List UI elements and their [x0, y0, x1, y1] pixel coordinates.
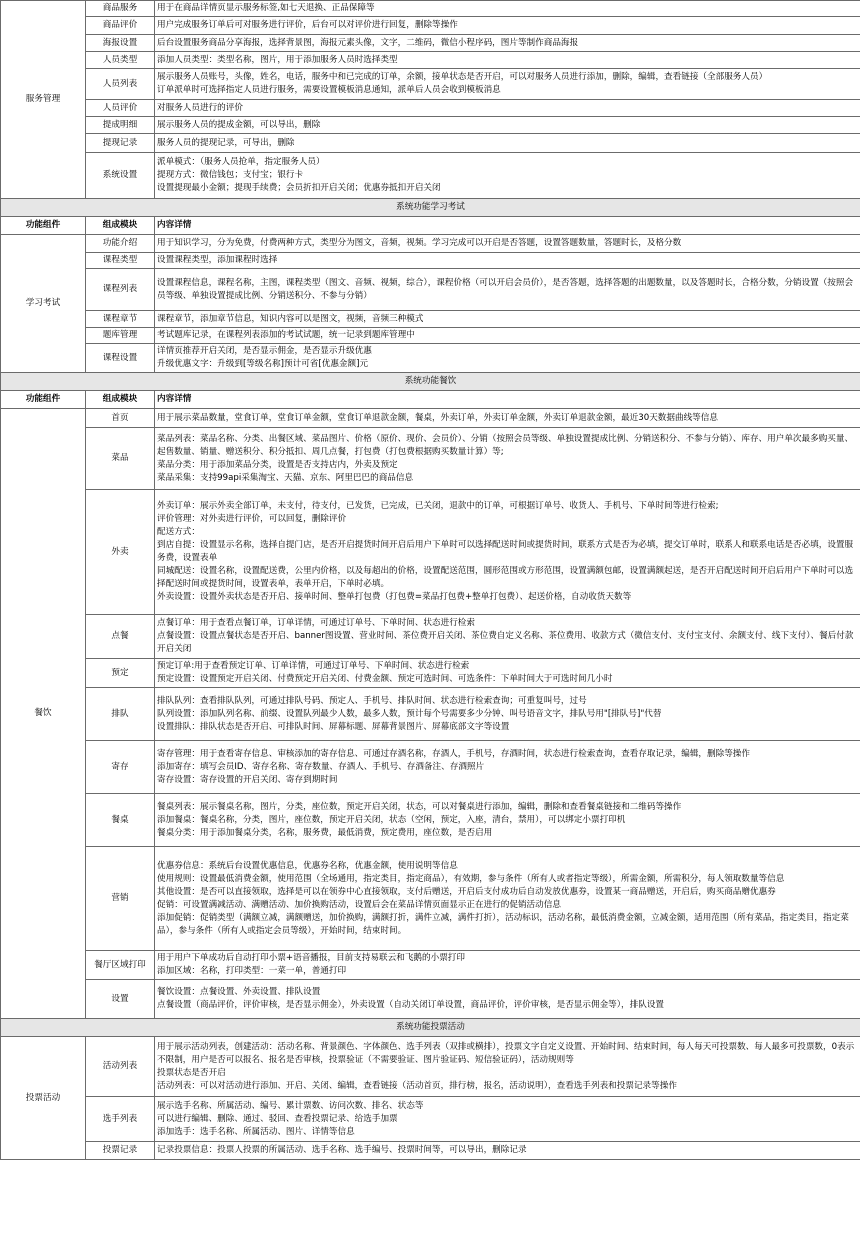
module-cell: 活动列表 [86, 1037, 155, 1097]
module-cell: 排队 [86, 688, 155, 741]
detail-line: 对服务人员进行的评价 [157, 102, 243, 113]
table-row [1, 253, 860, 269]
detail-line: 餐桌列表：展示餐桌名称，图片，分类，座位数，预定开启关闭，状态，可以对餐桌进行添加，编辑，删除和查看餐桌链接和二维码等操作 [157, 801, 682, 812]
detail-line: 投票状态是否开启 [157, 1067, 226, 1078]
column-header-category: 功能组件 [1, 391, 86, 409]
detail-cell [155, 1037, 860, 1097]
detail-line: 餐桌分类：用于添加餐桌分类，名称，服务费，最低消费，预定费用，座位数，是否启用 [157, 827, 493, 838]
detail-line: 派单模式：（服务人员抢单，指定服务人员） [157, 157, 325, 167]
detail-cell [155, 847, 860, 951]
table-row [1, 659, 860, 688]
module-cell: 商品评价 [86, 17, 155, 35]
module-cell: 课程章节 [86, 311, 155, 328]
table-row [1, 1, 860, 17]
detail-line: 评价管理：对外卖进行评价，可以回复，删除评价 [157, 514, 347, 524]
detail-line: 预定订单:用于查看预定订单、订单详情，可通过订单号、下单时间、状态进行检索 [157, 661, 470, 671]
detail-cell [155, 615, 860, 659]
detail-line: 展示选手名称、所属活动、编号、累计票数、访问次数、排名、状态等 [157, 1100, 424, 1111]
detail-line: 添加人员类型：类型名称，图片，用于添加服务人员时选择类型 [157, 54, 398, 65]
module-cell: 菜品 [86, 428, 155, 490]
detail-cell [155, 1, 860, 17]
detail-line: 餐饮设置：点餐设置、外卖设置、排队设置 [157, 987, 321, 997]
table-row [1, 134, 860, 153]
detail-line: 活动列表：可以对活动进行添加、开启、关闭、编辑，查看链接（活动首页，排行榜，报名，活动说明），查看选手列表和投票记录等操作 [157, 1080, 677, 1091]
column-header-row [1, 391, 860, 409]
module-cell: 商品服务 [86, 1, 155, 17]
detail-line: 外卖设置：设置外卖状态是否开启、接单时间、整单打包费（打包费=菜品打包费+整单打包费）、起送价格，自动收货天数等 [157, 592, 632, 602]
detail-line: 用于展示活动列表，创建活动：活动名称、背景颜色、字体颜色、选手列表（双排或横排），投票文字自定义设置、开始时间、结束时间，每人每天可投票数、每人最多可投票数，0表示不限制，用户是否可以报名、报名是否审核，投票验证（不需要验证、图片验证码、短信验证码），活动规则等 [157, 1041, 855, 1065]
detail-cell [155, 951, 860, 980]
detail-line: 添加促销：促销类型（满额立减，满额赠送，加价换购，满额打折，满件立减，满件打折），活动标识，活动名称，最低消费金额，立减金额，适用范围（所有菜品，指定类目，指定菜品），参与条件（所有人或指定会员等级），开始时间，结束时间。 [157, 912, 849, 936]
table-row [1, 17, 860, 35]
module-cell: 人员评价 [86, 100, 155, 117]
module-cell: 营销 [86, 847, 155, 951]
detail-line: 用于用户下单成功后自动打印小票+语音播报，目前支持易联云和飞鹅的小票打印 [157, 953, 465, 963]
table-row [1, 52, 860, 69]
category-cell: 学习考试 [1, 235, 86, 373]
detail-line: 寄存设置：寄存设置的开启关闭、寄存到期时间 [157, 774, 338, 785]
detail-line: 服务人员的提现记录，可导出，删除 [157, 137, 295, 148]
table-row [1, 847, 860, 951]
detail-line: 到店自提：设置显示名称，选择自提门店，是否开启提货时间开启后用户下单时可以选择配送时间或提货时间，联系方式是否为必填，提交订单时，联系人和联系电话是否必填，设置服务费，设置表单 [157, 540, 854, 563]
detail-line: 课程章节，添加章节信息，知识内容可以是图文，视频，音频三种模式 [157, 313, 424, 324]
detail-line: 订单派单时可选择指定人员进行服务，需要设置模板消息通知，派单后人员会收到模板消息 [157, 85, 501, 95]
module-cell: 提现记录 [86, 134, 155, 153]
detail-line: 设置课程类型，添加课程时选择 [157, 255, 278, 265]
detail-cell [155, 659, 860, 688]
detail-line: 使用规则：设置最低消费金额，使用范围（全场通用，指定类目，指定商品），有效期，参与条件（所有人或者指定等级），所需金额，所需积分，每人领取数量等信息 [157, 873, 785, 884]
detail-line: 提现方式：微信钱包；支付宝；银行卡 [157, 170, 304, 180]
detail-cell [155, 1097, 860, 1142]
detail-line: 菜品分类：用于添加菜品分类，设置是否支持店内，外卖及预定 [157, 459, 398, 470]
table-row [1, 951, 860, 980]
module-cell: 课程设置 [86, 344, 155, 373]
detail-line: 点餐设置：设置点餐状态是否开启、banner图设置、营业时间、茶位费开启关闭、茶位费自定义名称、茶位费用、收款方式（微信支付、支付宝支付、余额支付、线下支付）、餐后付款开启关闭 [157, 631, 854, 654]
detail-line: 展示服务人员的提成金额，可以导出，删除 [157, 119, 321, 130]
detail-line: 添加餐桌：餐桌名称，分类，图片，座位数，预定开启关闭，状态（空闲，预定，入座，清台，禁用），可以绑定小票打印机 [157, 814, 626, 825]
column-header-detail: 内容详情 [155, 391, 860, 409]
detail-line: 设置排队：排队状态是否开启、可排队时间、屏幕标题、屏幕背景图片、屏幕底部文字等设置 [157, 721, 510, 732]
table-row [1, 688, 860, 741]
detail-cell [155, 269, 860, 311]
table-row [1, 311, 860, 328]
detail-cell [155, 741, 860, 794]
detail-cell [155, 253, 860, 269]
table-row [1, 428, 860, 490]
detail-cell [155, 311, 860, 328]
detail-line: 添加寄存：填写会员ID、寄存名称、寄存数量、存酒人、手机号、存酒备注、存酒照片 [157, 761, 485, 772]
column-header-row [1, 217, 860, 235]
section-title: 系统功能投票活动 [1, 1019, 860, 1037]
section-title: 系统功能餐饮 [1, 373, 860, 391]
detail-line: 设置提现最小金额；提现手续费；会员折扣开启关闭；优惠券抵扣开启关闭 [157, 183, 441, 193]
detail-cell [155, 17, 860, 35]
module-cell: 人员类型 [86, 52, 155, 69]
section-title: 系统功能学习考试 [1, 199, 860, 217]
detail-line: 考试题库记录，在课程列表添加的考试试题，统一记录到题库管理中 [157, 330, 415, 340]
detail-line: 升级优惠文字：升级到[等级名称]预计可省[优惠金额]元 [157, 359, 369, 369]
module-cell: 设置 [86, 980, 155, 1019]
module-cell: 预定 [86, 659, 155, 688]
detail-cell [155, 1142, 860, 1160]
detail-cell [155, 100, 860, 117]
module-cell: 寄存 [86, 741, 155, 794]
module-cell: 点餐 [86, 615, 155, 659]
table-row [1, 100, 860, 117]
detail-cell [155, 980, 860, 1019]
detail-cell [155, 235, 860, 253]
module-cell: 选手列表 [86, 1097, 155, 1142]
detail-line: 详情页推荐开启关闭，是否显示佣金，是否显示升级优惠 [157, 346, 372, 356]
category-cell: 服务管理 [1, 1, 86, 199]
table-row [1, 1097, 860, 1142]
detail-line: 记录投票信息：投票人投票的所属活动、选手名称、选手编号、投票时间等，可以导出，删除记录 [157, 1145, 527, 1155]
category-cell: 投票活动 [1, 1037, 86, 1160]
detail-cell [155, 153, 860, 199]
table-row [1, 794, 860, 847]
module-cell: 餐厅区域打印 [86, 951, 155, 980]
detail-line: 其他设置：是否可以直接领取，选择是可以在领券中心直接领取，支付后赠送，开启后支付成功后自动发放优惠券，设置某一商品赠送，开启后，购买商品赠优惠券 [157, 886, 776, 897]
module-cell: 首页 [86, 409, 155, 428]
detail-cell [155, 428, 860, 490]
detail-cell [155, 328, 860, 344]
column-header-category: 功能组件 [1, 217, 86, 235]
detail-line: 同城配送：设置名称，设置配送费，公里内价格，以及每超出的价格，设置配送范围，圆形范围或方形范围，设置满额包邮，设置满额起送，是否开启配送时间开启后用户下单时可以选择配送时间或提货时间，设置表单，表单开启，下单时必填。 [157, 566, 854, 589]
detail-line: 排队队列：查看排队队列，可通过排队号码、预定人、手机号、排队时间、状态进行检索查询；可重复叫号，过号 [157, 695, 587, 706]
table-row [1, 615, 860, 659]
module-cell: 系统设置 [86, 153, 155, 199]
module-cell: 海报设置 [86, 35, 155, 52]
module-cell: 投票记录 [86, 1142, 155, 1160]
detail-cell [155, 134, 860, 153]
column-header-module: 组成模块 [86, 391, 155, 409]
module-cell: 餐桌 [86, 794, 155, 847]
column-header-module: 组成模块 [86, 217, 155, 235]
detail-line: 展示服务人员账号，头像，姓名，电话，服务中和已完成的订单，余额，接单状态是否开启，可以对服务人员进行添加，删除，编辑，查看链接（全部服务人员） [157, 72, 768, 82]
detail-line: 预定设置：设置预定开启关闭、付费预定开启关闭、付费金额、预定可选时间、可选条件：下单时间大于可选时间几小时 [157, 674, 613, 684]
table-row [1, 269, 860, 311]
table-row [1, 344, 860, 373]
detail-cell [155, 409, 860, 428]
detail-line: 配送方式： [157, 527, 200, 537]
detail-line: 外卖订单：展示外卖全部订单，未支付，待支付，已发货，已完成，已关闭，退款中的订单，可根据订单号、收货人、手机号、下单时间等进行检索; [157, 501, 719, 511]
section-title-row [1, 199, 860, 217]
module-cell: 提成明细 [86, 117, 155, 134]
detail-cell [155, 344, 860, 373]
detail-cell [155, 69, 860, 100]
detail-line: 菜品采集：支持99api采集淘宝、天猫、京东、阿里巴巴的商品信息 [157, 472, 414, 483]
feature-table-body [1, 1, 860, 1160]
table-row [1, 235, 860, 253]
detail-line: 用户完成服务订单后可对服务进行评价，后台可以对评价进行回复，删除等操作 [157, 20, 458, 30]
detail-line: 促销：可设置满减活动、满赠活动、加价换购活动，设置后会在菜品详情页面显示正在进行的促销活动信息 [157, 899, 561, 910]
module-cell: 课程列表 [86, 269, 155, 311]
table-row [1, 741, 860, 794]
table-row [1, 117, 860, 134]
module-cell: 题库管理 [86, 328, 155, 344]
detail-line: 寄存管理：用于查看寄存信息、审核添加的寄存信息、可通过存酒名称，存酒人，手机号，存酒时间，状态进行检索查询，查看存取记录，编辑，删除等操作 [157, 748, 750, 759]
detail-cell [155, 52, 860, 69]
module-cell: 功能介绍 [86, 235, 155, 253]
detail-line: 点餐订单：用于查看点餐订单，订单详情，可通过订单号、下单时间、状态进行检索 [157, 618, 475, 628]
detail-cell [155, 688, 860, 741]
detail-cell [155, 490, 860, 615]
table-row [1, 153, 860, 199]
module-cell: 外卖 [86, 490, 155, 615]
table-row [1, 490, 860, 615]
table-row [1, 980, 860, 1019]
module-cell: 课程类型 [86, 253, 155, 269]
category-cell: 餐饮 [1, 409, 86, 1019]
detail-cell [155, 117, 860, 134]
detail-line: 添加区域：名称，打印类型：一菜一单，普通打印 [157, 966, 347, 976]
detail-cell [155, 35, 860, 52]
table-row [1, 409, 860, 428]
table-row [1, 328, 860, 344]
detail-line: 点餐设置（商品评价，评价审核，是否显示佣金），外卖设置（自动关闭订单设置，商品评价，评价审核，是否显示佣金等），排队设置 [157, 1000, 665, 1010]
table-row [1, 35, 860, 52]
table-row [1, 1142, 860, 1160]
detail-cell [155, 794, 860, 847]
table-row [1, 69, 860, 100]
detail-line: 添加选手：选手名称、所属活动、图片、详情等信息 [157, 1126, 355, 1137]
detail-line: 可以进行编辑、删除、通过、驳回、查看投票记录、给选手加票 [157, 1113, 398, 1124]
column-header-detail: 内容详情 [155, 217, 860, 235]
detail-line: 用于展示菜品数量，堂食订单，堂食订单金额，堂食订单退款金额，餐桌，外卖订单，外卖订单金额，外卖订单退款金额，最近30天数据曲线等信息 [157, 412, 718, 423]
detail-line: 用于在商品详情页显示服务标签,如七天退换、正品保障等 [157, 3, 375, 13]
section-title-row [1, 373, 860, 391]
detail-line: 优惠券信息：系统后台设置优惠信息，优惠券名称，优惠金额，使用说明等信息 [157, 860, 458, 871]
detail-line: 设置课程信息，课程名称，主图，课程类型（图文、音频、视频，综合），课程价格（可以开启会员价），是否答题，选择答题的出题数量，以及答题时长，合格分数，分销设置（按照会员等级、单独设置提成比例、分销送积分、不参与分销） [157, 277, 854, 301]
detail-line: 队列设置：添加队列名称、前缀、设置队列最少人数，最多人数，预计每个号需要多少分钟、叫号语音文字，排队号用"[排队号]"代替 [157, 708, 662, 719]
section-title-row [1, 1019, 860, 1037]
detail-line: 菜品列表：菜品名称、分类、出餐区域、菜品图片、价格（原价、现价、会员价）、分销（按照会员等级、单独设置提成比例、分销送积分、不参与分销）、库存、用户单次最多购买量、起售数量、销量、赠送积分、积分抵扣、周几点餐，打包费（打包费根据购买数量计算）等; [157, 433, 854, 457]
table-row [1, 1037, 860, 1097]
module-cell: 人员列表 [86, 69, 155, 100]
detail-line: 后台设置服务商品分享海报，选择背景图，海报元素头像，文字，二维码，微信小程序码，图片等制作商品海报 [157, 37, 579, 48]
detail-line: 用于知识学习，分为免费，付费两种方式，类型分为图文，音频，视频。学习完成可以开启是否答题，设置答题数量，答题时长，及格分数 [157, 238, 682, 248]
